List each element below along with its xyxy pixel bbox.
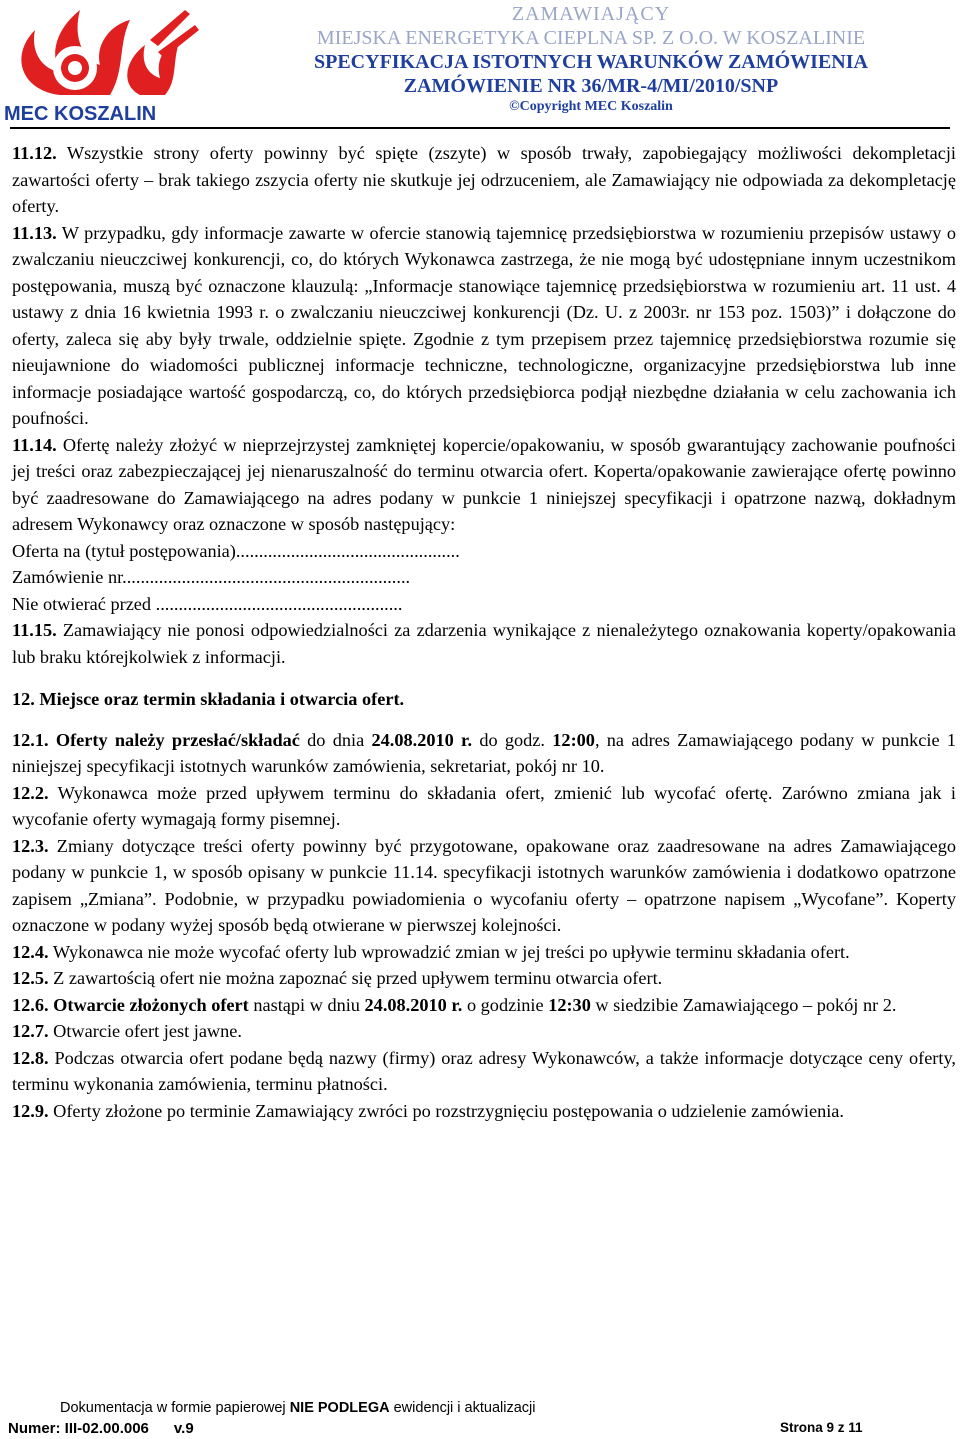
paragraph-text: Podczas otwarcia ofert podane będą nazwy (firmy) oraz adresy Wykonawców, a także informacje dotyczące ceny oferty, terminu wykonania zamówienia, terminu płatności. [12,1047,956,1094]
text: nastąpi w dniu [248,994,365,1015]
paragraph-text: Zmiany dotyczące treści oferty powinny być przygotowane, opakowane oraz zaadresowane na adres Zamawiającego podany w punkcie 1, w sposób opisany w punkcie 11.14. specyfikacji istotnych warunków zamówienia i dodatkowo opatrzone zapisem „Zmiana”. Podobnie, w przypadku powiadomienia o wycofaniu oferty – opatrzone napisem „Wycofane”. Koperty oznaczone w podany wyżej sposób będą otwierane w pierwszej kolejności. [12,835,956,935]
section-number: 11.12. [12,143,57,163]
paragraph-12-5 [12,965,956,992]
bold-text: Oferty należy przesłać/składać [55,729,300,750]
paragraph-11-15 [12,617,956,670]
header-line1: ZAMAWIAJĄCY [511,3,671,25]
paragraph-text: Oferty złożone po terminie Zamawiający zwróci po rozstrzygnięciu postępowania o udzielenie zamówienia. [53,1100,844,1121]
paragraph-12-3 [12,833,956,939]
paragraph-text: Zamawiający nie ponosi odpowiedzialności za zdarzenia wynikające z nienależytego oznakowania koperty/opakowania lub braku którejkolwiek z informacji. [12,620,956,667]
bold-time: 12:00 [552,729,595,750]
envelope-line-nie-otwierac: Nie otwierać przed ...................................................... [12,593,403,614]
text: o godzinie [462,994,549,1015]
paragraph-text: Wykonawca może przed upływem terminu do składania ofert, zmienić lub wycofać ofertę. Zarówno zmiana jak i wycofanie oferty wymagają formy pisemnej. [12,782,956,829]
footer-bold: NIE PODLEGA [289,1400,390,1416]
paragraph-text: Z zawartością ofert nie można zapoznać się przed upływem terminu otwarcia ofert. [53,968,663,988]
footer-text: ewidencji i aktualizacji [389,1400,536,1416]
bold-time: 12:30 [548,994,591,1015]
paragraph-text: Wykonawca nie może wycofać oferty lub wprowadzić zmian w jej treści po upływie terminu składania ofert. [52,941,850,962]
section-number: 12.6. [12,994,49,1015]
header-divider [10,127,950,129]
bold-date: 24.08.2010 r. [364,994,463,1015]
page-number: Strona 9 z 11 [780,1420,863,1435]
bold-date: 24.08.2010 r. [371,729,473,750]
paragraph-12-9 [12,1098,956,1125]
paragraph-11-14 [12,432,956,538]
header-line2: MIEJSKA ENERGETYKA CIEPLNA SP. Z O.O. W KOSZALINIE [316,27,866,49]
paragraph-12-7 [12,1018,956,1045]
paragraph-12-2 [12,780,956,833]
paragraph-12-4 [12,939,956,966]
envelope-line-zamowienie: Zamówienie nr............................................................... [12,567,411,587]
section-number: 12.9. [12,1100,49,1121]
text: , na adres Zamawiającego podany w punkcie 1 niniejszej specyfikacji istotnych warunków zamówienia, sekretariat, pokój nr 10. [12,729,957,776]
paragraph-12-6 [12,992,956,1019]
document-header [232,2,950,116]
logo-text: MEC KOSZALIN [4,103,157,124]
text: w siedzibie Zamawiającego – pokój nr 2. [590,994,897,1015]
header-line4: ZAMÓWIENIE NR 36/MR-4/MI/2010/SNP [403,75,779,97]
section-number: 12.2. [12,782,49,803]
section-number: 12.7. [12,1021,49,1041]
document-body [12,140,956,1124]
mec-koszalin-logo [0,0,206,124]
footer-documentation-note [60,1400,535,1416]
paragraph-text: W przypadku, gdy informacje zawarte w ofercie stanowią tajemnicę przedsiębiorstwa w rozumieniu przepisów ustawy o zwalczaniu nieuczciwej konkurencji, co, do których Wykonawca zastrzega, że nie mogą być udostępniane innym uczestnikom postępowania, muszą być oznaczone klauzulą: „Informacje stanowiące tajemnicę przedsiębiorstwa w rozumieniu art. 11 ust. 4 ustawy z dnia 16 kwietnia 1993 r. o zwalczaniu nieuczciwej konkurencji (Dz. U. z 2003r. nr 153 poz. 1503)” i dołączone do oferty, zaleca się aby były trwale, oddzielnie spięte. Zgodnie z tym przepisem przez tajemnicę przedsiębiorstwa rozumie się nieujawnione do wiadomości publicznej informacje techniczne, technologiczne, organizacyjne przedsiębiorstwa lub inne informacje posiadające wartość gospodarczą, co, do których przedsiębiorca podjął niezbędne działania w celu zachowania ich poufności. [12,222,956,428]
document-version: v.9 [173,1420,194,1437]
section-number: 12.8. [12,1047,49,1068]
text: do dnia [299,729,372,750]
footer-document-number [8,1420,194,1437]
envelope-line-oferta: Oferta na (tytuł postępowania)................................................. [12,540,460,561]
paragraph-12-1 [12,727,956,780]
document-number: Numer: III-02.00.006 [8,1420,149,1437]
bold-text: Otwarcie złożonych ofert [53,994,249,1015]
footer-text: Dokumentacja w formie papierowej [60,1400,290,1416]
paragraph-12-8 [12,1045,956,1098]
section-number: 12.5. [12,968,49,988]
paragraph-11-12 [12,140,956,220]
section-number: 12.3. [12,835,49,856]
section-number: 11.15. [12,620,57,640]
paragraph-text: Ofertę należy złożyć w nieprzejrzystej zamkniętej kopercie/opakowaniu, w sposób gwarantujący zachowanie poufności jej treści oraz zabezpieczającej jej nienaruszalność do terminu otwarcia ofert. Koperta/opakowanie zawierające ofertę powinno być zaadresowane do Zamawiającego na adres podany w punkcie 1 niniejszej specyfikacji i opatrzone nazwą, dokładnym adresem Wykonawcy oraz oznaczone w sposób następujący: [12,434,956,534]
paragraph-text: Wszystkie strony oferty powinny być spięte (zszyte) w sposób trwały, zapobiegający możliwości dekompletacji zawartości oferty – brak takiego zszycia oferty nie skutkuje jej odrzuceniem, ale Zamawiający nie odpowiada za dekompletację oferty. [12,143,956,216]
header-copyright: ©Copyright MEC Koszalin [509,99,673,114]
paragraph-11-13 [12,220,956,432]
section-number: 11.13. [12,222,57,243]
header-line3: SPECYFIKACJA ISTOTNYCH WARUNKÓW ZAMÓWIENIA [314,51,868,73]
section-number: 12.1. [12,729,49,750]
section-number: 11.14. [12,434,57,455]
section-number: 12.4. [12,941,49,962]
section-heading-12: 12. Miejsce oraz termin składania i otwarcia ofert. [12,689,405,709]
text: do godz. [472,729,553,750]
paragraph-text: Otwarcie ofert jest jawne. [53,1021,242,1041]
